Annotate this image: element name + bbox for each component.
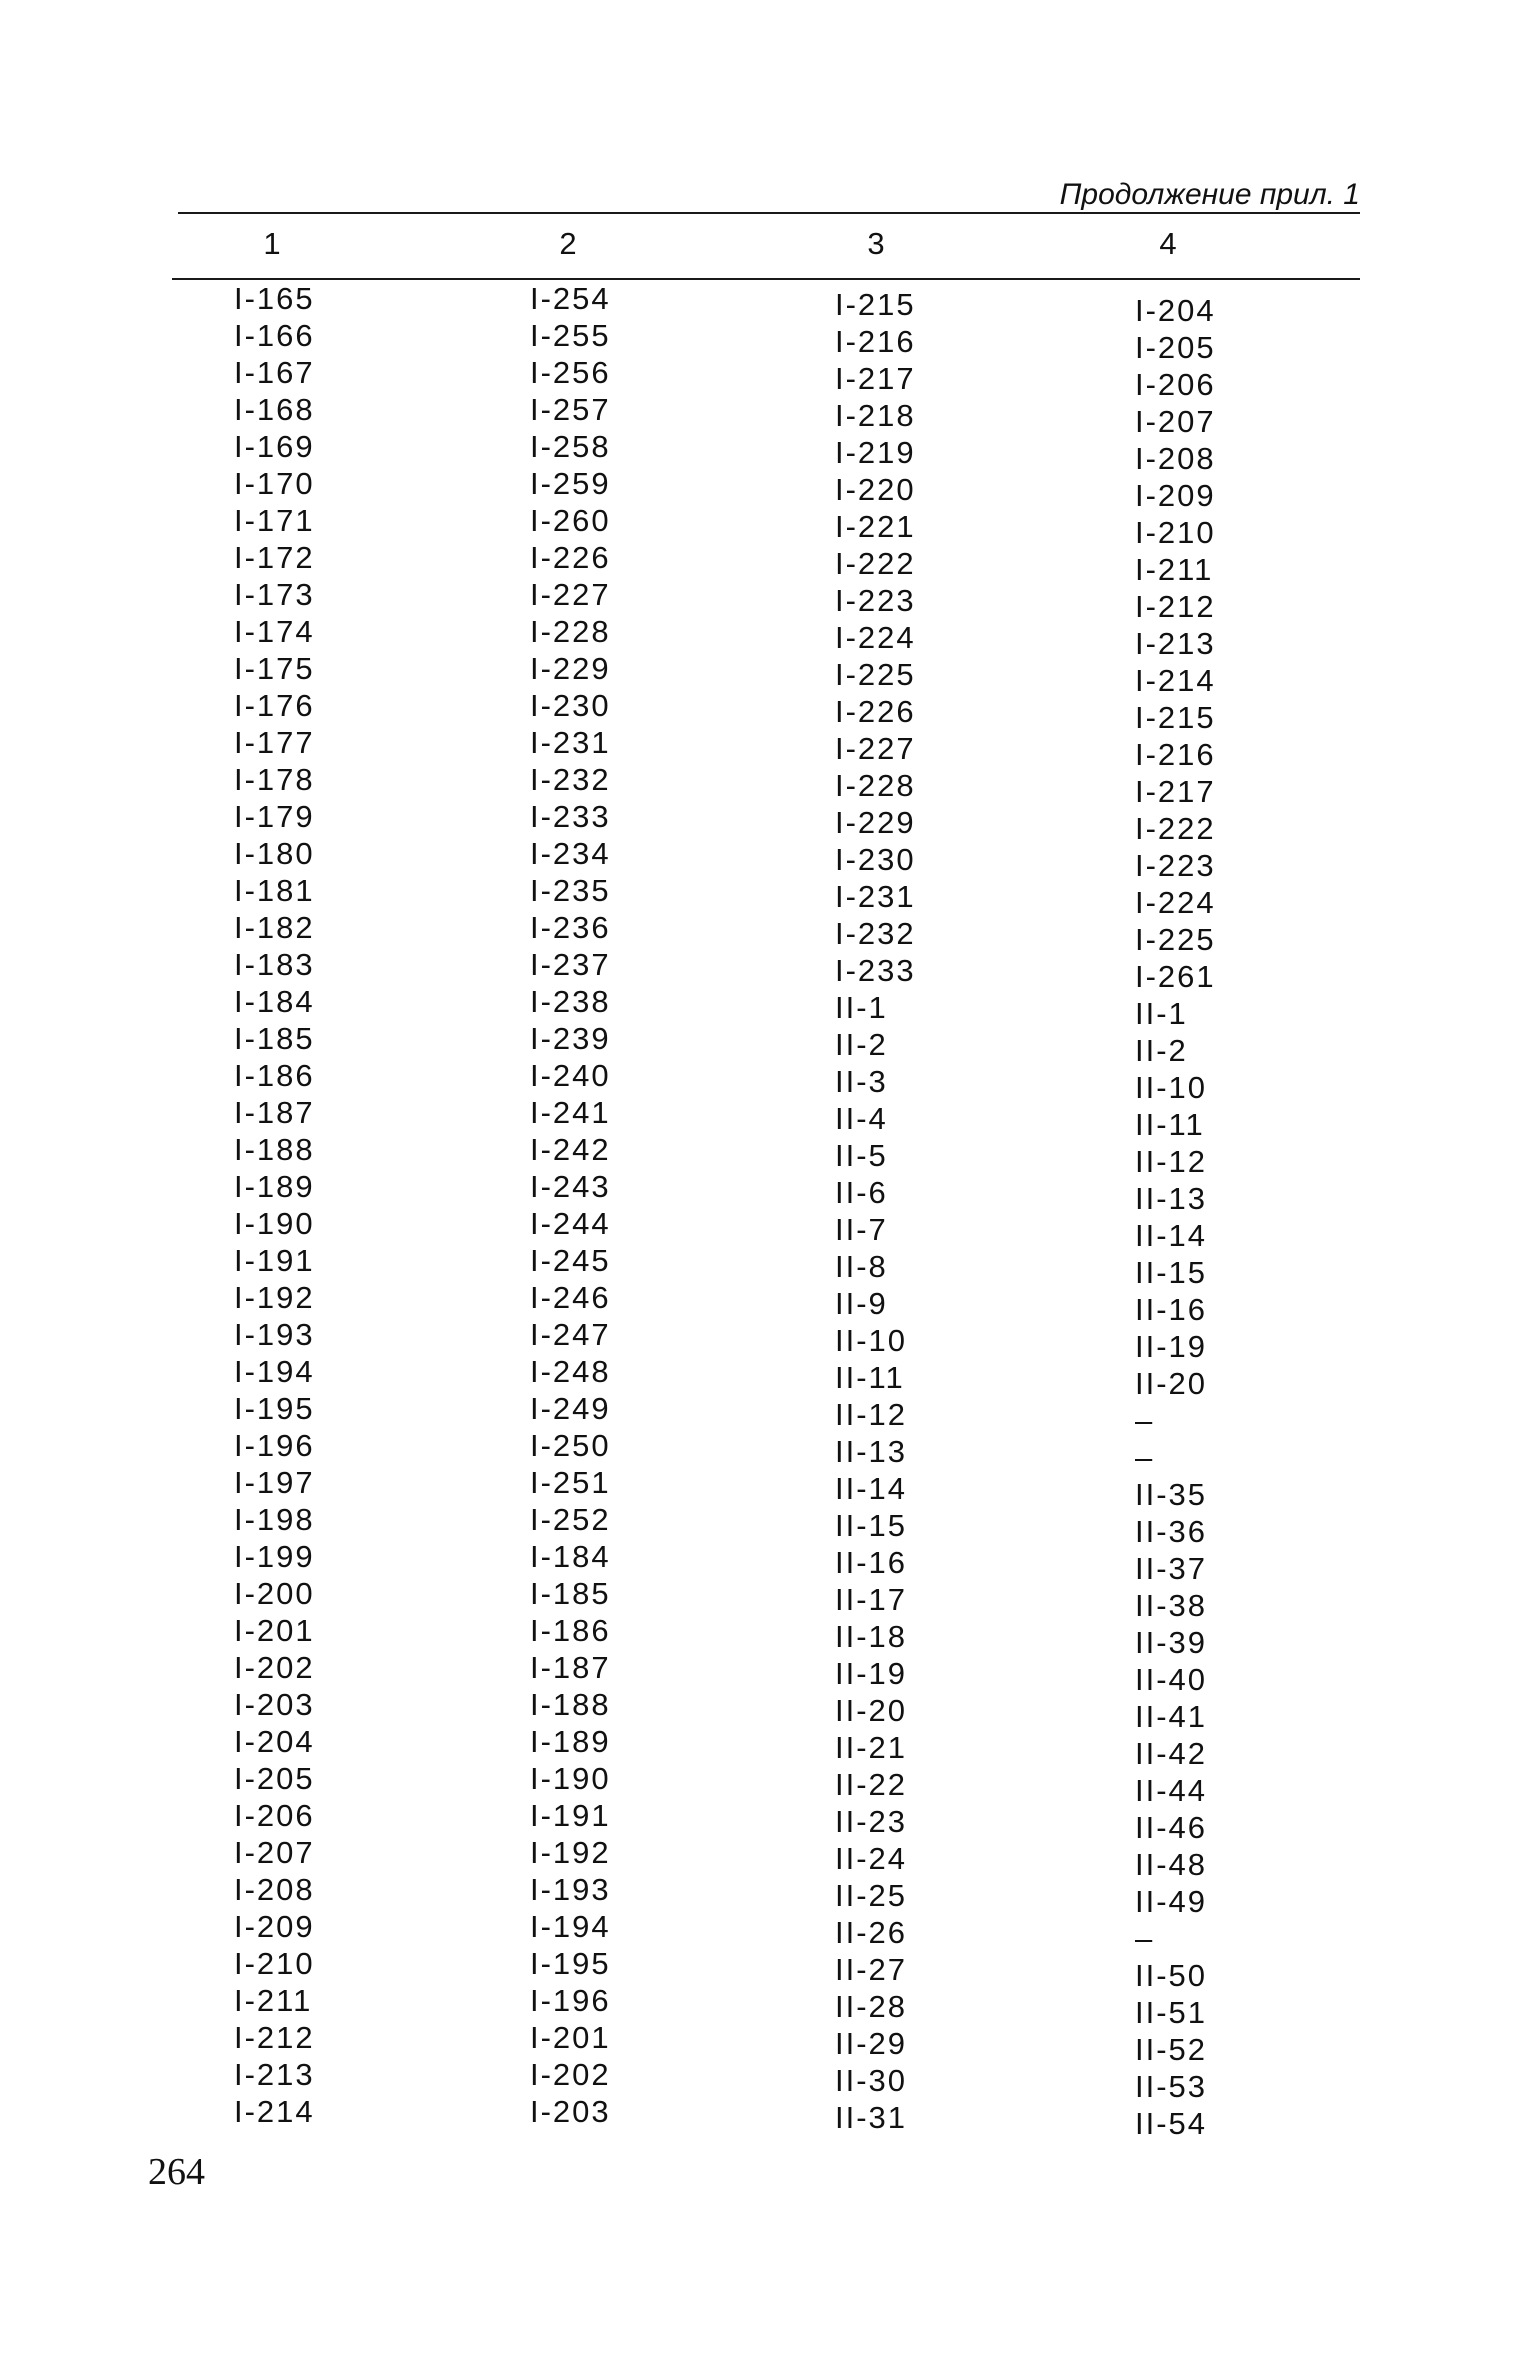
table-cell: II-19 [835,1656,908,1691]
table-cell: II-15 [1135,1255,1208,1290]
table-cell: I-252 [530,1502,611,1537]
table-cell: I-195 [234,1391,315,1426]
table-cell: II-4 [835,1101,888,1136]
table-cell: II-41 [1135,1699,1208,1734]
table-cell: I-257 [530,392,611,427]
page-number: 264 [148,2151,205,2193]
table-cell: II-6 [835,1175,888,1210]
table-cell: I-259 [530,466,611,501]
table-cell: I-233 [835,953,916,988]
table-cell: I-202 [234,1650,315,1685]
table-cell: I-225 [835,657,916,692]
table-cell: I-200 [234,1576,315,1611]
table-cell: I-228 [835,768,916,803]
table-cell: I-241 [530,1095,611,1130]
table-cell: I-212 [1135,589,1216,624]
table-cell: I-235 [530,873,611,908]
table-cell: II-40 [1135,1662,1208,1697]
table-cell: I-218 [835,398,916,433]
table-cell: II-38 [1135,1588,1208,1623]
table-cell: I-226 [835,694,916,729]
table-cell: I-238 [530,984,611,1019]
table-cell: I-232 [530,762,611,797]
table-cell: I-211 [1135,552,1214,587]
table-cell: II-15 [835,1508,908,1543]
table-cell: I-186 [234,1058,315,1093]
table-cell: II-18 [835,1619,908,1654]
table-cell: II-20 [835,1693,908,1728]
table-cell: I-181 [234,873,315,908]
table-cell: I-182 [234,910,315,945]
table-cell: I-217 [835,361,916,396]
table-cell: I-171 [234,503,315,538]
table-cell: II-22 [835,1767,908,1802]
table-cell: I-199 [234,1539,315,1574]
table-cell: I-242 [530,1132,611,1167]
table-cell: II-50 [1135,1958,1208,1993]
table-cell: I-214 [234,2094,315,2129]
table-column-2 [530,280,611,2130]
table-cell: I-188 [530,1687,611,1722]
table-cell: II-49 [1135,1884,1208,1919]
table-cell: I-219 [835,435,916,470]
table-cell: I-223 [835,583,916,618]
table-cell: II-9 [835,1286,888,1321]
table-cell: II-14 [835,1471,908,1506]
table-caption: Продолжение прил. 1 [1059,178,1360,211]
table-cell: II-36 [1135,1514,1208,1549]
table-cell: I-193 [530,1872,611,1907]
table-cell: I-192 [234,1280,315,1315]
table-cell: I-227 [530,577,611,612]
table-cell: II-29 [835,2026,908,2061]
table-cell: I-258 [530,429,611,464]
table-cell: I-196 [530,1983,611,2018]
table-cell: I-250 [530,1428,611,1463]
table-cell: II-30 [835,2063,908,2098]
table-cell: I-176 [234,688,315,723]
table-cell: I-177 [234,725,315,760]
table-cell: I-232 [835,916,916,951]
table-cell: I-195 [530,1946,611,1981]
table-cell: I-166 [234,318,315,353]
table-cell: I-223 [1135,848,1216,883]
table-cell: I-245 [530,1243,611,1278]
table-cell: I-204 [1135,293,1216,328]
table-cell: II-3 [835,1064,888,1099]
table-cell: I-165 [234,281,315,316]
table-cell: I-249 [530,1391,611,1426]
table-cell: I-169 [234,429,315,464]
table-cell: I-229 [835,805,916,840]
table-cell: I-215 [1135,700,1216,735]
table-cell: I-210 [234,1946,315,1981]
table-cell: I-247 [530,1317,611,1352]
table-cell: II-21 [835,1730,908,1765]
table-cell: II-42 [1135,1736,1208,1771]
column-header-4: 4 [1159,226,1177,261]
table-cell: II-11 [1135,1107,1205,1142]
table-cell: II-48 [1135,1847,1208,1882]
table-cell: – [1135,1403,1155,1438]
table-cell: I-186 [530,1613,611,1648]
table-column-1 [234,280,315,2130]
table-cell: II-16 [835,1545,908,1580]
table-cell: I-172 [234,540,315,575]
table-cell: I-203 [530,2094,611,2129]
table-cell: I-260 [530,503,611,538]
table-cell: I-248 [530,1354,611,1389]
table-cell: II-16 [1135,1292,1208,1327]
table-cell: I-202 [530,2057,611,2092]
table-cell: I-254 [530,281,611,316]
table-cell: II-7 [835,1212,888,1247]
table-cell: I-214 [1135,663,1216,698]
table-cell: II-19 [1135,1329,1208,1364]
table-cell: I-213 [234,2057,315,2092]
table-cell: I-180 [234,836,315,871]
table-cell: I-201 [234,1613,315,1648]
table-cell: II-37 [1135,1551,1208,1586]
table-cell: I-215 [835,287,916,322]
table-cell: II-26 [835,1915,908,1950]
table-cell: I-194 [234,1354,315,1389]
table-cell: I-212 [234,2020,315,2055]
table-cell: I-205 [1135,330,1216,365]
table-cell: I-193 [234,1317,315,1352]
table-column-4 [1135,292,1216,2142]
column-header-1: 1 [263,226,281,261]
table-cell: I-196 [234,1428,315,1463]
table-cell: I-175 [234,651,315,686]
table-cell: I-188 [234,1132,315,1167]
table-cell: I-208 [1135,441,1216,476]
table-cell: I-224 [835,620,916,655]
table-cell: I-261 [1135,959,1216,994]
table-cell: I-234 [530,836,611,871]
table-cell: I-203 [234,1687,315,1722]
table-cell: I-190 [234,1206,315,1241]
table-cell: I-221 [835,509,916,544]
table-cell: I-206 [234,1798,315,1833]
table-cell: II-20 [1135,1366,1208,1401]
table-cell: I-233 [530,799,611,834]
table-cell: I-236 [530,910,611,945]
table-cell: I-224 [1135,885,1216,920]
table-cell: – [1135,1921,1155,1956]
column-header-2: 2 [559,226,577,261]
table-cell: I-216 [835,324,916,359]
table-cell: II-27 [835,1952,908,1987]
table-cell: I-187 [530,1650,611,1685]
table-cell: II-14 [1135,1218,1208,1253]
table-cell: I-220 [835,472,916,507]
table-cell: II-1 [1135,996,1188,1031]
table-cell: II-13 [1135,1181,1208,1216]
table-cell: I-225 [1135,922,1216,957]
table-cell: I-230 [835,842,916,877]
column-header-3: 3 [867,226,885,261]
table-cell: I-204 [234,1724,315,1759]
table-cell: I-209 [234,1909,315,1944]
table-cell: II-44 [1135,1773,1208,1808]
table-cell: I-168 [234,392,315,427]
table-cell: – [1135,1440,1155,1475]
table-cell: I-201 [530,2020,611,2055]
table-cell: I-216 [1135,737,1216,772]
table-cell: II-10 [1135,1070,1208,1105]
table-cell: I-228 [530,614,611,649]
table-cell: II-31 [835,2100,908,2135]
table-cell: I-226 [530,540,611,575]
table-cell: I-184 [234,984,315,1019]
table-cell: II-11 [835,1360,905,1395]
table-cell: II-23 [835,1804,908,1839]
table-cell: I-205 [234,1761,315,1796]
table-top-rule [178,212,1360,214]
table-cell: I-217 [1135,774,1216,809]
table-cell: II-46 [1135,1810,1208,1845]
table-cell: I-185 [234,1021,315,1056]
table-cell: I-230 [530,688,611,723]
table-cell: I-191 [234,1243,315,1278]
table-cell: I-246 [530,1280,611,1315]
table-cell: I-189 [234,1169,315,1204]
table-cell: I-185 [530,1576,611,1611]
table-cell: II-52 [1135,2032,1208,2067]
table-cell: I-174 [234,614,315,649]
table-cell: II-1 [835,990,888,1025]
table-cell: II-10 [835,1323,908,1358]
table-cell: I-183 [234,947,315,982]
table-header-rule [172,278,1360,280]
table-cell: I-240 [530,1058,611,1093]
table-cell: I-231 [530,725,611,760]
table-cell: I-189 [530,1724,611,1759]
table-cell: I-206 [1135,367,1216,402]
table-cell: I-251 [530,1465,611,1500]
table-cell: I-170 [234,466,315,501]
table-cell: I-207 [1135,404,1216,439]
table-cell: I-178 [234,762,315,797]
table-column-3 [835,286,916,2136]
table-cell: II-17 [835,1582,908,1617]
table-cell: I-227 [835,731,916,766]
table-cell: II-53 [1135,2069,1208,2104]
table-cell: II-28 [835,1989,908,2024]
table-cell: II-5 [835,1138,888,1173]
table-cell: I-194 [530,1909,611,1944]
table-cell: I-243 [530,1169,611,1204]
table-cell: I-173 [234,577,315,612]
table-cell: II-51 [1135,1995,1208,2030]
table-cell: I-207 [234,1835,315,1870]
table-cell: I-210 [1135,515,1216,550]
table-cell: I-244 [530,1206,611,1241]
table-cell: I-197 [234,1465,315,1500]
table-cell: I-213 [1135,626,1216,661]
table-cell: I-222 [1135,811,1216,846]
table-cell: I-198 [234,1502,315,1537]
table-cell: I-231 [835,879,916,914]
table-cell: II-39 [1135,1625,1208,1660]
table-cell: I-229 [530,651,611,686]
table-cell: I-209 [1135,478,1216,513]
table-cell: II-25 [835,1878,908,1913]
table-cell: II-13 [835,1434,908,1469]
table-cell: II-8 [835,1249,888,1284]
table-cell: I-184 [530,1539,611,1574]
table-cell: I-237 [530,947,611,982]
table-cell: I-192 [530,1835,611,1870]
table-cell: I-239 [530,1021,611,1056]
table-cell: II-12 [1135,1144,1208,1179]
table-cell: I-211 [234,1983,313,2018]
table-cell: II-54 [1135,2106,1208,2141]
table-cell: I-255 [530,318,611,353]
table-cell: I-167 [234,355,315,390]
table-cell: I-191 [530,1798,611,1833]
table-cell: I-208 [234,1872,315,1907]
table-cell: II-24 [835,1841,908,1876]
table-cell: I-187 [234,1095,315,1130]
table-cell: II-12 [835,1397,908,1432]
table-cell: I-256 [530,355,611,390]
table-cell: II-2 [1135,1033,1188,1068]
table-cell: II-35 [1135,1477,1208,1512]
table-cell: I-222 [835,546,916,581]
table-cell: I-179 [234,799,315,834]
table-cell: I-190 [530,1761,611,1796]
table-cell: II-2 [835,1027,888,1062]
